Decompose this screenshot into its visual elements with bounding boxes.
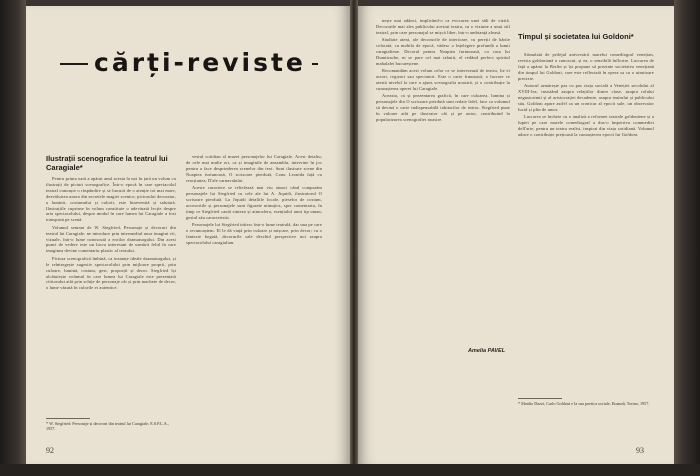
paragraph: Lucrarea se încheie cu o analiză a reformei teatrale goldoniene și a luptei pe care marele comediograf a dus-o împotriva commediei dell'arte, pentru un teatru realist, inspirat din viața cotidiană. Volumul aduce o contribuție prețioasă la cunoașterea epocii lui Goldoni. xyxy=(518,114,654,137)
paragraph: Pentru prima oară a apărut anul acesta la noi în țară un volum cu ilustrații de picturi scenografice. Într-o epocă în care spectacolul teatral cunoaște o răspândire și se bucură de o atenție tot mai mare, dezvăluirea unora din secretele magiei scenice, pictorului decorator, a luminii, costumului și culorii, este binevenită și salutară. Ilustrațiile cuprinse în volum constituie o adevărată lecție despre arta spectacolului, despre modul în care lumea lui Caragiale a fost transpusă pe scenă. xyxy=(46,176,176,223)
section-masthead xyxy=(60,44,318,84)
footnote-rule xyxy=(518,398,562,399)
page-number: 92 xyxy=(46,446,54,455)
section-heading: cărți-reviste xyxy=(88,44,312,84)
left-column-2 xyxy=(186,154,322,442)
article-title: Ilustrații scenografice la teatrul lui Caragiale* xyxy=(46,154,168,172)
paragraph: nește mai adânci, implicând-o ca evocarea unei săli de vizită. Decorurile mai ales publicului acestui teatru, cu o viziune a unui stil teatral, prin care personajul se mișcă liber, într-o ambianță aleasă. xyxy=(376,18,510,35)
paragraph: Aceasta, ca și prezentarea grafică, în care culoarea, lumina și personajele din O scrisoare pierdută sunt redate fidel, face ca volumul să devină o carte indispensabilă iubitorilor de teatru. Siegfried pune în valoare atât pe ilustrator cât și pe autor, contribuind la popularizarea scenografiei noastre. xyxy=(376,93,510,122)
footnote: * W. Siegfried: Personaje și decoruri din teatrul lui Caragiale, E.S.P.L.A., 1957. xyxy=(46,421,169,432)
page-number: 93 xyxy=(636,446,644,455)
left-column-1 xyxy=(46,176,176,414)
book-cover-left-edge xyxy=(0,0,26,476)
left-page xyxy=(26,6,352,464)
paragraph: Pictura scenografică îmbină, ca instanțe ideale dramaturgului, și le reîntregește sugestiv spectacolului prin mijloace proprii, prin culoare, lumină, costum, gest, proporții și decor. Siegfried își alcătuiește volumul în care lumea lui Caragiale este prezentată cititorului atât prin schițe de personaje cât și prin machete de decor, o lume văzută în culorile ei autentice. xyxy=(46,255,176,291)
book-gutter xyxy=(350,0,358,476)
right-page xyxy=(356,6,674,464)
table-edge xyxy=(0,464,700,476)
paragraph: Volumul semnat de W. Siegfried, Personaje și decoruri din teatrul lui Caragiale, ne introduce prin intermediul unor imagini vii, vizuale, într-o lume cunoscută a eroilor dramaturgului. Din acest punct de vedere este un lucru interesant de urmărit felul în care imaginea devine comentariu plastic al textului. xyxy=(46,224,176,254)
footnote-rule xyxy=(46,418,90,419)
author-signature: Amelia PAVEL xyxy=(468,348,506,354)
paragraph: Studiate atent, ale decorurile de interioare, cu pereții de hârtie colorată, cu mobila de epocă, vădesc o înțelegere profundă a lumii caragialiene. Decorul pentru Noaptea furtunoasă, cu casa lui Dumitrache, ni se pare cel mai izbutit, el redând perfect spiritul mahalalei bucureștene. xyxy=(376,37,510,66)
article-title-goldoni: Timpul și societatea lui Goldoni* xyxy=(518,32,634,41)
paragraph: Stimulată de prilejul aniversării marelui comediograf venețian, revista goldoniană a cunoscut, și ea, o sensibilă înflorire. Lucrarea de față a apărut la Berlin și își propune să prezinte societatea venețiană din timpul lui Goldoni, care este reflectată în opera sa cu o uimitoare precizie. xyxy=(518,52,654,81)
paragraph: vestul cotidian al muzei personajelor lui Caragiale. Acest detaliu, de cele mai multe ori, ca și imaginile de ansamblu, intervine în joc pentru a face desprinderea scenelor din text. Sunt ilustrate scene din Noaptea furtunoasă, O scrisoare pierdută, Conu Leonida față cu reacțiunea, D'ale carnavalului. xyxy=(186,154,322,183)
paragraph: Aceste caractere se reliefează mai viu atunci când comparăm personajele lui Siegfried cu cele ale lui A. Jiquidi, ilustratorul O scrisoare pierdută. La Jiquidi detaliile locale, pieselor de costum, accesoriile și personajele sunt figurate minuțios, spre comentariu, în timp ce Siegfried caută sinteza și atmosfera, esențialul unui tip uman, gestul său caracteristic. xyxy=(186,185,322,220)
book-cover-right-edge xyxy=(674,0,700,476)
paragraph: Recomandăm acest volum celor ce se interesează de teatru, fie ei actori, regizori sau spectatori. Este o carte frumoasă, o lucrare ce atestă nivelul la care a ajuns scenografia noastră, și o contribuție la cunoașterea operei lui Caragiale. xyxy=(376,68,510,91)
right-column-2 xyxy=(518,52,654,392)
right-column-1 xyxy=(376,18,510,340)
paragraph: Autorul urmărește pas cu pas viața socială a Veneției secolului al XVIII-lea, insistând asupra relațiilor dintre clase, asupra rolului negustorimii și al aristocrației decadente, asupra teatrului și publicului său. Goldoni apare astfel ca un cronicar al epocii sale, un observator lucid și plin de umor. xyxy=(518,83,654,112)
paragraph: Personajele lui Siegfried trăiesc într-o lume teatrală, dar una pe care o recunoaștem. El le dă viață prin culoare și mișcare, prin decor; cu o fantezie bogată, decorurile sale deschid perspective noi asupra spectacolului caragialian. xyxy=(186,221,322,245)
footnote: * Manlio Dazzi, Carlo Goldoni e la sua poetica sociale, Einaudi, Torino, 1957. xyxy=(518,401,650,406)
